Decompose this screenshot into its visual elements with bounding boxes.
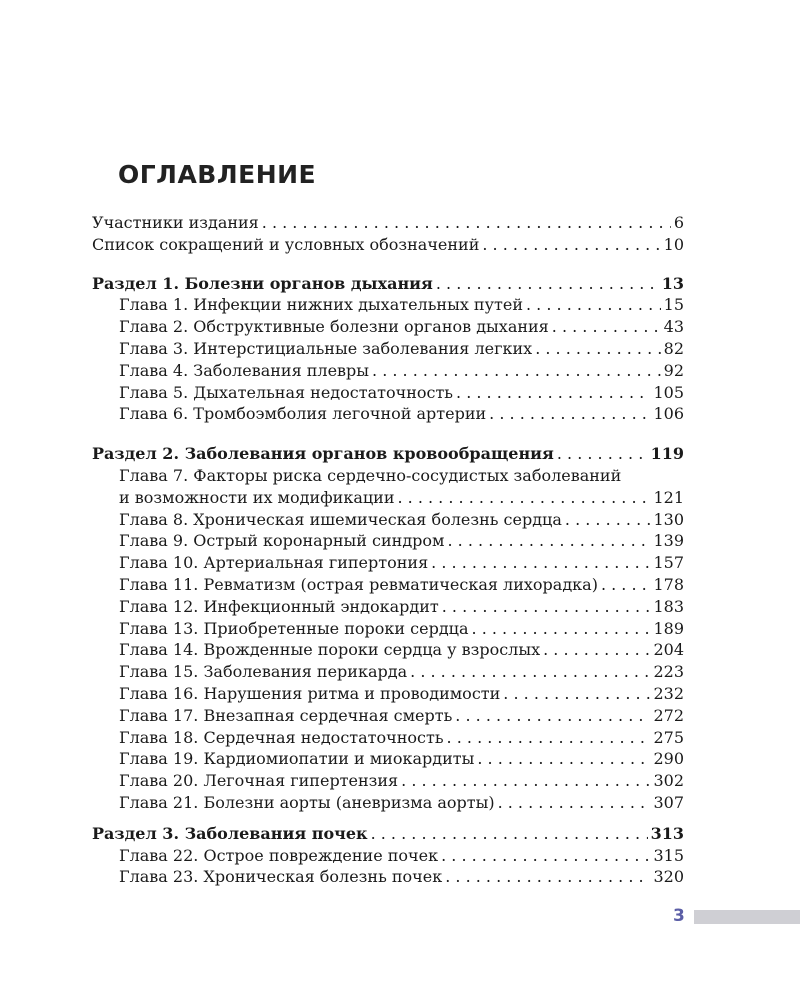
leader-dots bbox=[477, 748, 650, 770]
section-2 bbox=[92, 443, 684, 814]
toc-entry-abbreviations[interactable]: Список сокращений и условных обозначений . . . 10 bbox=[92, 234, 684, 256]
toc-chapter[interactable]: Глава 13. Приобретенные пороки сердца . . . 189 bbox=[92, 618, 684, 640]
leader-dots bbox=[565, 509, 651, 531]
toc-chapter-7[interactable]: и возможности их модификации . . . 121 bbox=[92, 487, 684, 509]
leader-dots bbox=[431, 552, 650, 574]
page-title: ОГЛАВЛЕНИЕ bbox=[118, 160, 317, 189]
section-1 bbox=[92, 273, 684, 426]
toc-chapter[interactable]: Глава 10. Артериальная гипертония . . . 157 bbox=[92, 552, 684, 574]
toc-entry-contributors[interactable]: Участники издания . . . 6 bbox=[92, 212, 684, 234]
toc-chapter[interactable]: Глава 3. Интерстициальные заболевания легких . . . 82 bbox=[92, 338, 684, 360]
toc-chapter[interactable]: Глава 5. Дыхательная недостаточность . . . 105 bbox=[92, 382, 684, 404]
leader-dots bbox=[456, 382, 650, 404]
leader-dots bbox=[442, 596, 651, 618]
leader-dots bbox=[482, 234, 660, 256]
leader-dots bbox=[535, 338, 660, 360]
leader-dots bbox=[543, 639, 650, 661]
leader-dots bbox=[447, 727, 651, 749]
leader-dots bbox=[445, 866, 650, 888]
toc-chapter[interactable]: Глава 11. Ревматизм (острая ревматическая лихорадка) . . . 178 bbox=[92, 574, 684, 596]
leader-dots bbox=[397, 487, 650, 509]
leader-dots bbox=[601, 574, 651, 596]
footer-bar bbox=[694, 910, 800, 924]
toc-chapter[interactable]: Глава 20. Легочная гипертензия . . . 302 bbox=[92, 770, 684, 792]
leader-dots bbox=[371, 823, 648, 845]
toc-chapter[interactable]: Глава 1. Инфекции нижних дыхательных путей . . . 15 bbox=[92, 294, 684, 316]
toc-chapter[interactable]: Глава 14. Врожденные пороки сердца у взрослых . . . 204 bbox=[92, 639, 684, 661]
leader-dots bbox=[262, 212, 671, 234]
toc-chapter-7-line1[interactable]: Глава 7. Факторы риска сердечно-сосудистых заболеваний bbox=[119, 465, 622, 485]
toc-chapter[interactable]: Глава 17. Внезапная сердечная смерть . . . 272 bbox=[92, 705, 684, 727]
toc-chapter[interactable]: Глава 15. Заболевания перикарда . . . 223 bbox=[92, 661, 684, 683]
leader-dots bbox=[401, 770, 650, 792]
toc-chapter[interactable]: Глава 22. Острое повреждение почек . . . 315 bbox=[92, 845, 684, 867]
page-number: 3 bbox=[673, 906, 685, 926]
toc-section-2[interactable]: Раздел 2. Заболевания органов кровообращения . . . 119 bbox=[92, 443, 684, 465]
table-of-contents bbox=[92, 212, 684, 888]
leader-dots bbox=[410, 661, 650, 683]
leader-dots bbox=[557, 443, 648, 465]
leader-dots bbox=[372, 360, 661, 382]
front-matter bbox=[92, 212, 684, 256]
leader-dots bbox=[489, 403, 650, 425]
leader-dots bbox=[526, 294, 661, 316]
toc-chapter[interactable]: Глава 21. Болезни аорты (аневризма аорты) . . . 307 bbox=[92, 792, 684, 814]
leader-dots bbox=[436, 273, 659, 295]
leader-dots bbox=[448, 530, 651, 552]
toc-section-1[interactable]: Раздел 1. Болезни органов дыхания . . . 13 bbox=[92, 273, 684, 295]
toc-chapter[interactable]: Глава 8. Хроническая ишемическая болезнь сердца . . . 130 bbox=[92, 509, 684, 531]
leader-dots bbox=[441, 845, 650, 867]
toc-chapter[interactable]: Глава 23. Хроническая болезнь почек . . . 320 bbox=[92, 866, 684, 888]
toc-chapter[interactable]: Глава 9. Острый коронарный синдром . . . 139 bbox=[92, 530, 684, 552]
toc-chapter[interactable]: Глава 6. Тромбоэмболия легочной артерии . . . 106 bbox=[92, 403, 684, 425]
leader-dots bbox=[455, 705, 650, 727]
toc-chapter[interactable]: Глава 4. Заболевания плевры . . . 92 bbox=[92, 360, 684, 382]
toc-section-3[interactable]: Раздел 3. Заболевания почек . . . 313 bbox=[92, 823, 684, 845]
toc-chapter[interactable]: Глава 2. Обструктивные болезни органов дыхания . . . 43 bbox=[92, 316, 684, 338]
toc-chapter[interactable]: Глава 16. Нарушения ритма и проводимости . . . 232 bbox=[92, 683, 684, 705]
toc-chapter[interactable]: Глава 12. Инфекционный эндокардит . . . 183 bbox=[92, 596, 684, 618]
section-3 bbox=[92, 823, 684, 888]
leader-dots bbox=[472, 618, 651, 640]
toc-chapter[interactable]: Глава 18. Сердечная недостаточность . . . 275 bbox=[92, 727, 684, 749]
leader-dots bbox=[498, 792, 651, 814]
leader-dots bbox=[503, 683, 650, 705]
toc-chapter[interactable]: Глава 19. Кардиомиопатии и миокардиты . . . 290 bbox=[92, 748, 684, 770]
leader-dots bbox=[552, 316, 661, 338]
